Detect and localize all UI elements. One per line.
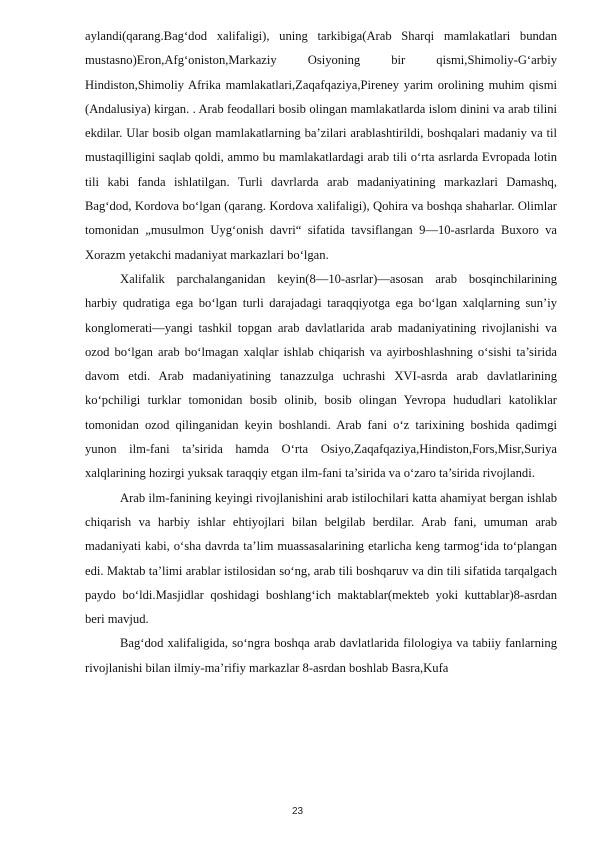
page-body (85, 24, 557, 680)
paragraph-3: Arab ilm-fanining keyingi rivojlanishini arab istilochilari katta ahamiyat bergan ishlab chiqarish va harbiy ishlar ehtiyojlari bilan belgilab berdilar. Arab fani, umuman arab madaniyati kabi, o‘sha davrda ta’lim muassasalarining etarlicha keng tarmog‘ida to‘plangan edi. Maktab ta’limi arablar istilosidan so‘ng, arab tili boshqaruv va din tili sifatida tarqalgach paydo bo‘ldi.Masjidlar qoshidagi boshlang‘ich maktablar(mekteb yoki kuttablar)8-asrdan beri mavjud. (85, 490, 557, 627)
paragraph-2: Xalifalik parchalanganidan keyin(8—10-asrlar)—asosan arab bosqinchilarining harbiy qudratiga ega bo‘lgan turli darajadagi taraqqiyotga ega bo‘lgan xalqlarning sun’iy konglomerati—yangi tashkil topgan arab davlatlarida arab madaniyatining rivojlanishi va ozod bo‘lgan arab bo‘lmagan xalqlar ishlab chiqarish va ayirboshlashning o‘sishi ta’sirida davom etdi. Arab madaniyatining tanazzulga uchrashi XVI-asrda arab davlatlarining ko‘pchiligi turklar tomonidan bosib olinib, bosib olingan Yevropa hududlari katoliklar tomonidan ozod qilinganidan keyin boshlandi. Arab fani o‘z tarixining boshida qadimgi yunon ilm-fani ta’sirida hamda O‘rta Osiyo,Zaqafqaziya,Hindiston,Fors,Misr,Suriya xalqlarining hozirgi yuksak taraqqiy etgan ilm-fani ta’sirida va o‘zaro ta’sirida rivojlandi. (85, 271, 557, 481)
paragraph-4: Bag‘dod xalifaligida, so‘ngra boshqa arab davlatlarida filologiya va tabiiy fanlarning rivojlanishi bilan ilmiy-ma’rifiy markazlar 8-asrdan boshlab Basra,Kufa (85, 636, 557, 675)
paragraph-1: aylandi(qarang.Bag‘dod xalifaligi), uning tarkibiga(Arab Sharqi mamlakatlari bundan mustasno)Eron,Afg‘oniston,Markaziy Osiyoning bir qismi,Shimoliy-G‘arbiy Hindiston,Shimoliy Afrika mamlakatlari,Zaqafqaziya,Pireney yarim orolining muhim qismi (Andalusiya) kirgan. . Arab feodallari bosib olingan mamlakatlarda islom dinini va arab tilini ekdilar. Ular bosib olgan mamlakatlarning ba’zilari arablashtirildi, boshqalari madaniy va til mustaqilligini saqlab qoldi, ammo bu mamlakatlardagi arab tili o‘rta asrlarda Evropada lotin tili kabi fanda ishlatilgan. Turli davrlarda arab madaniyatining markazlari Damashq, Bag‘dod, Kordova bo‘lgan (qarang. Kordova xalifaligi), Qohira va boshqa shaharlar. Olimlar tomonidan „musulmon Uyg‘onish davri“ sifatida tavsiflangan 9—10-asrlarda Buxoro va Xorazm yetakchi madaniyat markazlari bo‘lgan. (85, 29, 557, 262)
page-number: 23 (291, 806, 304, 817)
